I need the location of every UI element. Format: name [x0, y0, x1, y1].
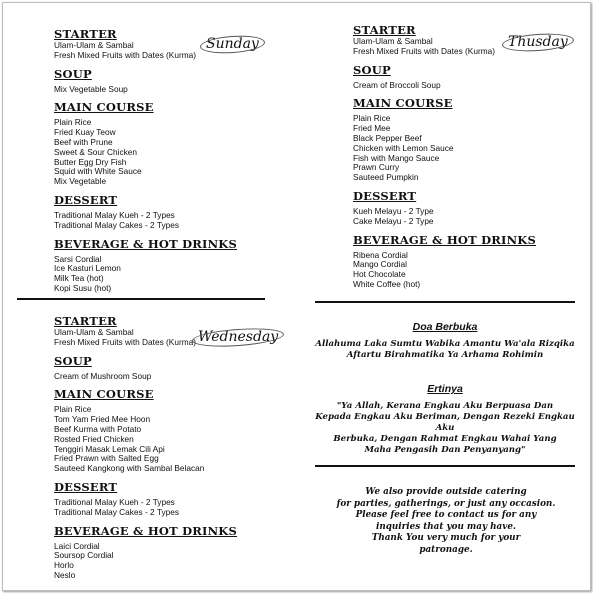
menu-item: Cream of Broccoli Soup	[353, 79, 441, 90]
menu-item: Plain Rice	[54, 404, 92, 415]
soup-heading: SOUP	[54, 353, 92, 368]
menu-item: Ulam-Ulam & Sambal	[54, 40, 134, 50]
menu-item: Tom Yam Fried Mee Hoon	[54, 414, 151, 425]
menu-item: Kueh Melayu - 2 Type	[353, 205, 434, 216]
doa-berbuka-title: Doa Berbuka	[412, 321, 478, 333]
main-course-heading: MAIN COURSE	[353, 96, 453, 111]
main-course-heading: MAIN COURSE	[54, 387, 154, 402]
menu-item: Plain Rice	[353, 113, 391, 124]
menu-item: Soursop Cordial	[54, 550, 114, 561]
menu-item: Mix Vegetable	[54, 176, 107, 187]
soup-heading: SOUP	[54, 66, 92, 81]
dessert-heading: DESSERT	[353, 188, 417, 203]
ertinya-line: Maha Pengasih Dan Penyanyang"	[364, 445, 526, 455]
starter-heading: STARTER	[54, 27, 117, 41]
menu-item: Sarsi Cordial	[54, 253, 102, 264]
note-line: patronage.	[419, 544, 473, 555]
menu-item: Horlo	[54, 560, 74, 571]
menu-item: Kopi Susu (hot)	[54, 282, 112, 293]
menu-item: Fresh Mixed Fruits with Dates (Kurma)	[54, 336, 196, 347]
menu-item: Chicken with Lemon Sauce	[353, 142, 454, 153]
ertinya-title: Ertinya	[427, 383, 463, 395]
menu-item: Squid with White Sauce	[54, 166, 142, 177]
menu-item: Plain Rice	[54, 117, 92, 128]
menu-item: Beef with Prune	[54, 136, 113, 147]
menu-item: Ulam-Ulam & Sambal	[353, 36, 433, 46]
sunday-menu	[54, 27, 264, 294]
menu-item: White Coffee (hot)	[353, 278, 421, 289]
menu-item: Milk Tea (hot)	[54, 273, 104, 284]
menu-page	[2, 2, 591, 591]
starter-heading: STARTER	[353, 23, 416, 37]
menu-item: Fresh Mixed Fruits with Dates (Kurma)	[54, 49, 196, 60]
menu-item: Mango Cordial	[353, 259, 407, 270]
divider-right-top	[315, 301, 575, 303]
menu-item: Tenggiri Masak Lemak Cili Api	[54, 443, 165, 454]
day-label-sunday: Sunday	[206, 36, 259, 52]
menu-item: Traditional Malay Cakes - 2 Types	[54, 219, 179, 230]
menu-item: Cake Melayu - 2 Type	[353, 215, 434, 226]
dessert-heading: DESSERT	[54, 479, 118, 494]
soup-heading: SOUP	[353, 62, 391, 77]
menu-item: Ribena Cordial	[353, 249, 408, 260]
menu-item: Black Pepper Beef	[353, 132, 422, 143]
beverage-heading: BEVERAGE & HOT DRINKS	[54, 236, 237, 251]
divider-left	[17, 298, 265, 300]
divider-right-bottom	[315, 465, 575, 467]
menu-item: Ulam-Ulam & Sambal	[54, 327, 134, 337]
menu-item: Traditional Malay Kueh - 2 Types	[54, 496, 175, 507]
catering-note	[315, 487, 577, 556]
menu-item: Traditional Malay Cakes - 2 Types	[54, 506, 179, 517]
day-label-wednesday: Wednesday	[198, 329, 279, 345]
menu-item: Laici Cordial	[54, 540, 100, 551]
menu-item: Butter Egg Dry Fish	[54, 156, 127, 167]
beverage-heading: BEVERAGE & HOT DRINKS	[353, 232, 536, 247]
day-label-thursday: Thusday	[508, 34, 568, 50]
menu-item: Fish with Mango Sauce	[353, 152, 440, 163]
menu-item: Beef Kurma with Potato	[54, 423, 142, 434]
menu-item: Fried Prawn with Salted Egg	[54, 453, 159, 464]
starter-heading: STARTER	[54, 314, 117, 328]
menu-item: Cream of Mushroom Soup	[54, 370, 152, 381]
menu-item: Sauteed Kangkong with Sambal Belacan	[54, 463, 205, 474]
beverage-heading: BEVERAGE & HOT DRINKS	[54, 523, 237, 538]
ertinya-block	[309, 383, 581, 456]
note-line: We also provide outside catering	[365, 487, 527, 497]
note-line: Please feel free to contact us for any	[355, 510, 537, 520]
menu-item: Fresh Mixed Fruits with Dates (Kurma)	[353, 45, 495, 56]
menu-item: Rosted Fried Chicken	[54, 433, 134, 444]
menu-item: Sweet & Sour Chicken	[54, 146, 138, 157]
menu-item: Fried Mee	[353, 123, 391, 134]
menu-item: Neslo	[54, 569, 76, 580]
ertinya-line: Kepada Engkau Aku Beriman, Dengan Rezeki Engkau Aku	[315, 412, 575, 433]
ertinya-line: Berbuka, Dengan Rahmat Engkau Wahai Yang	[333, 434, 557, 444]
menu-item: Traditional Malay Kueh - 2 Types	[54, 209, 175, 220]
menu-item: Sauteed Pumpkin	[353, 172, 419, 183]
menu-item: Ice Kasturi Lemon	[54, 263, 121, 274]
dessert-heading: DESSERT	[54, 192, 118, 207]
menu-item: Fried Kuay Teow	[54, 127, 116, 138]
menu-item: Mix Vegetable Soup	[54, 83, 128, 94]
menu-item: Prawn Curry	[353, 162, 400, 173]
doa-line: Allahuma Laka Sumtu Wabika Amantu Wa'ala Rizqika	[315, 339, 575, 349]
thursday-menu	[353, 23, 583, 290]
doa-berbuka-block	[315, 321, 575, 361]
ertinya-line: "Ya Allah, Kerana Engkau Aku Berpuasa Dan	[336, 401, 554, 411]
menu-item: Hot Chocolate	[353, 269, 406, 280]
wednesday-menu	[54, 314, 284, 581]
doa-line: Aftartu Birahmatika Ya Arhama Rohimin	[346, 350, 544, 360]
note-line: Thank You very much for your	[371, 533, 521, 543]
main-course-heading: MAIN COURSE	[54, 100, 154, 115]
note-line: inquiries that you may have.	[376, 521, 516, 532]
note-line: for parties, gatherings, or just any occasion.	[336, 498, 556, 509]
